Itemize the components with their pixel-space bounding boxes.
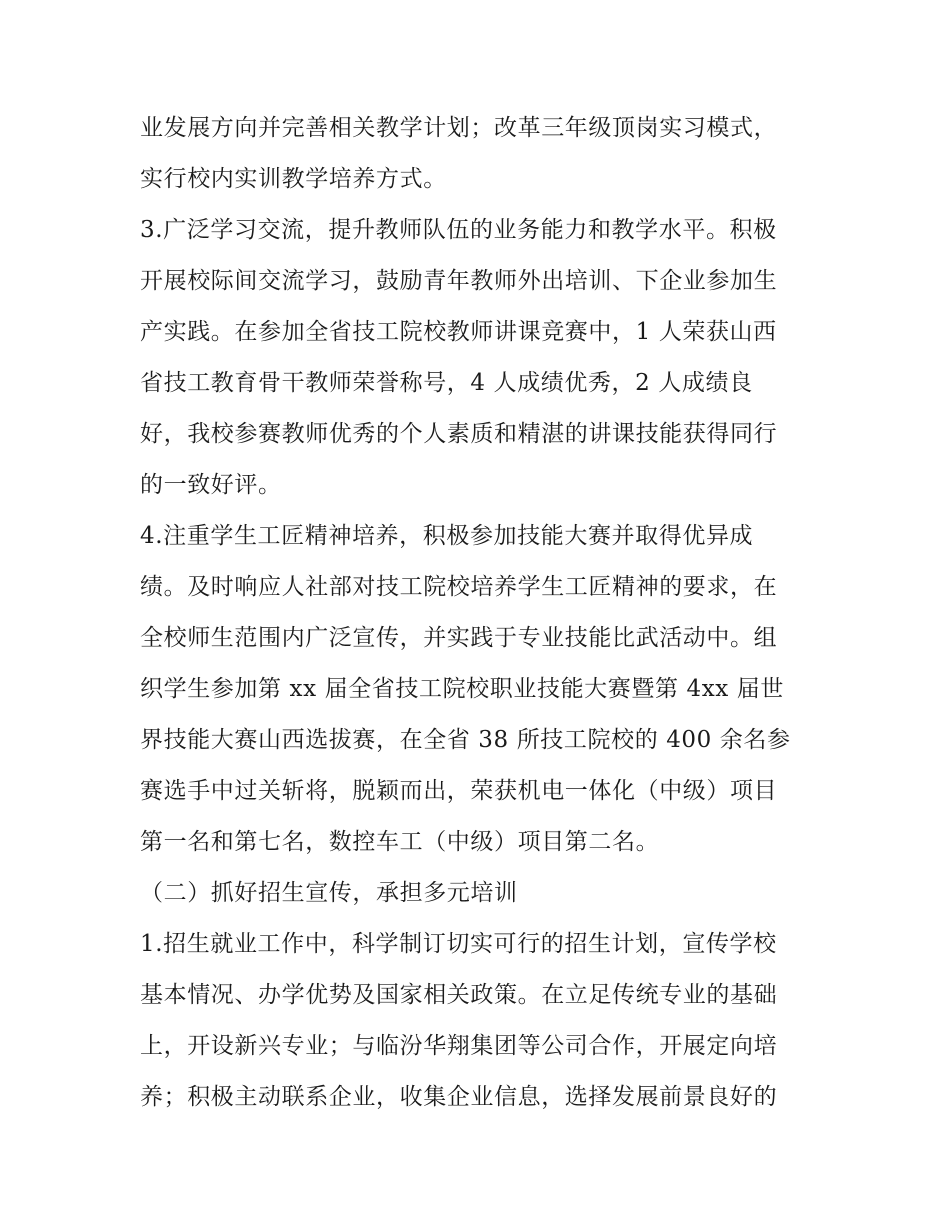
text-line: 开展校际间交流学习，鼓励青年教师外出培训、下企业参加生	[140, 268, 778, 294]
text-line: 实行校内实训教学培养方式。	[140, 166, 447, 192]
text-line: 基本情况、办学优势及国家相关政策。在立足传统专业的基础	[140, 982, 778, 1008]
text-line: 第一名和第七名，数控车工（中级）项目第二名。	[140, 829, 660, 855]
text-line: 赛选手中过关斩将，脱颖而出，荣获机电一体化（中级）项目	[140, 778, 778, 804]
section-heading: （二）抓好招生宣传，承担多元培训	[140, 880, 518, 906]
document-body	[140, 103, 830, 1123]
text-line: 绩。及时响应人社部对技工院校培养学生工匠精神的要求，在	[140, 574, 778, 600]
text-line: 4.注重学生工匠精神培养，积极参加技能大赛并取得优异成	[140, 523, 754, 549]
text-line: 织学生参加第 xx 届全省技工院校职业技能大赛暨第 4xx 届世	[140, 676, 784, 702]
text-line: 上，开设新兴专业；与临汾华翔集团等公司合作，开展定向培	[140, 1033, 778, 1059]
text-line: 3.广泛学习交流，提升教师队伍的业务能力和教学水平。积极	[140, 217, 777, 243]
text-line: 好，我校参赛教师优秀的个人素质和精湛的讲课技能获得同行	[140, 421, 778, 447]
text-line: 产实践。在参加全省技工院校教师讲课竞赛中，1 人荣获山西	[140, 319, 777, 345]
text-line: 1.招生就业工作中，科学制订切实可行的招生计划，宣传学校	[140, 931, 777, 957]
text-line: 全校师生范围内广泛宣传，并实践于专业技能比武活动中。组	[140, 625, 778, 651]
text-line: 业发展方向并完善相关教学计划；改革三年级顶岗实习模式，	[140, 115, 778, 141]
text-line: 的一致好评。	[140, 472, 282, 498]
text-line: 养；积极主动联系企业，收集企业信息，选择发展前景良好的	[140, 1084, 778, 1110]
text-line: 省技工教育骨干教师荣誉称号，4 人成绩优秀，2 人成绩良	[140, 370, 753, 396]
text-line: 界技能大赛山西选拔赛，在全省 38 所技工院校的 400 余名参	[140, 727, 791, 753]
